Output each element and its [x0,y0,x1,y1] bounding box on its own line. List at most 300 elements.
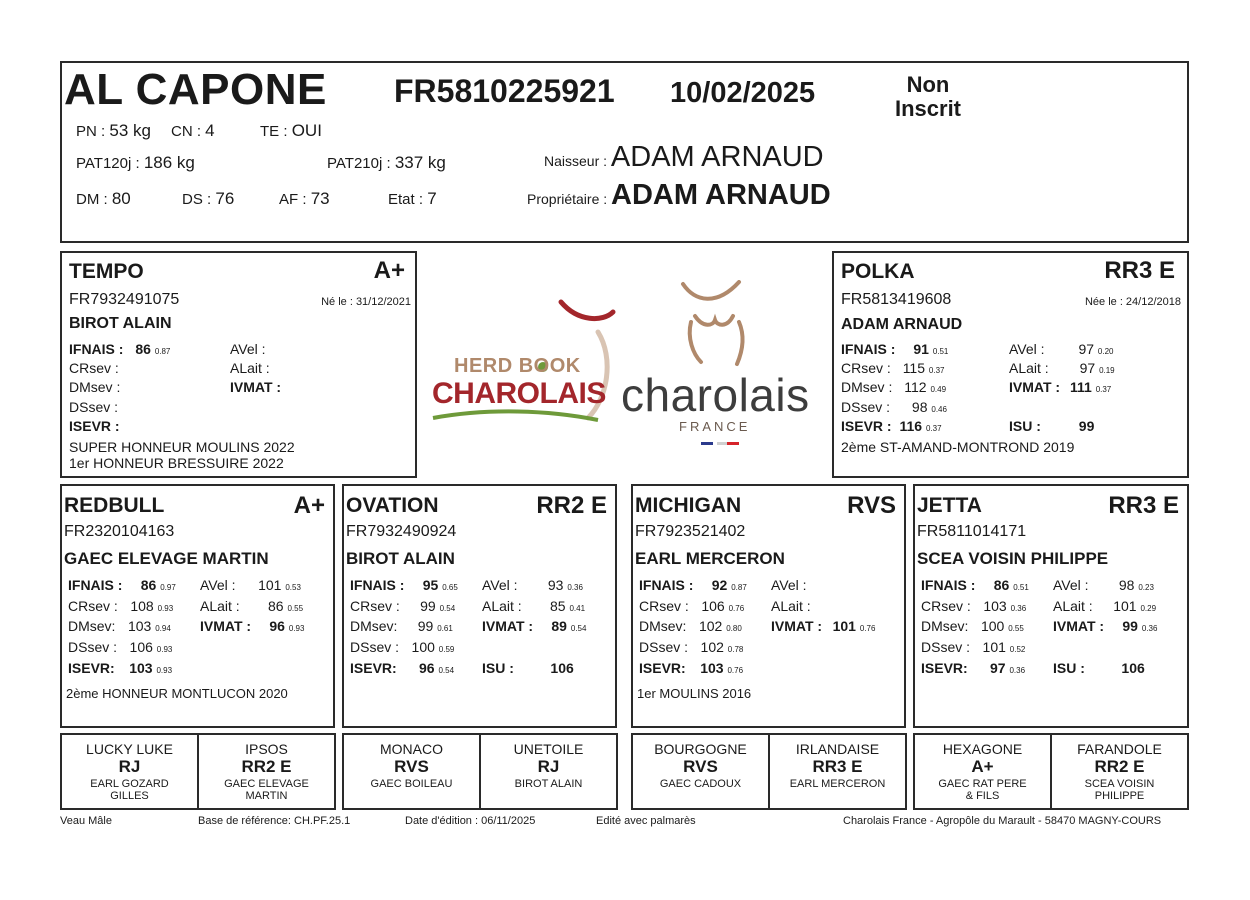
ggp-owner-line2: MARTIN [245,790,288,802]
gp-crsev-label: CRsev : [639,598,689,614]
ggp-owner-line1: BIROT ALAIN [514,778,583,790]
gp-ivmat [482,618,586,634]
dam-dssev-label: DSsev : [841,399,891,415]
dm-field [76,189,131,209]
gp-ivmat-cd: 0.54 [570,624,587,633]
ggp-grade: A+ [971,757,994,776]
gp-dssev-cd: 0.78 [727,645,744,654]
great-grandparent-panel [342,733,481,810]
gp-isu-value: 106 [1121,660,1145,676]
gp-dmsev [350,618,453,634]
registration-status [888,73,968,121]
footer-palmares: Edité avec palmarès [596,815,696,827]
naisseur-value: ADAM ARNAUD [610,141,824,173]
sire-ifnais-label: IFNAIS : [69,341,124,357]
gp-dssev [639,639,743,655]
gp-isevr-value: 97 [990,660,1006,676]
dam-birth-date: Née le : 24/12/2018 [1084,296,1181,308]
gp-crsev [921,598,1026,614]
gp-owner: GAEC ELEVAGE MARTIN [64,549,269,568]
gp-ivmat-label: IVMAT : [200,618,252,634]
gp-crsev-cd: 0.36 [1010,604,1027,613]
gp-ivmat-cd: 0.36 [1141,624,1158,633]
etat-label: Etat : [388,191,424,208]
ggp-grade: RJ [118,757,141,776]
af-label: AF : [279,191,307,208]
gp-isevr [350,660,454,676]
gp-isevr-cd: 0.36 [1009,666,1026,675]
gp-ivmat-value: 89 [551,618,567,634]
gp-name: REDBULL [64,494,165,517]
gp-avel-value: 101 [258,577,282,593]
te-label: TE : [260,123,288,140]
gp-id: FR5811014171 [917,523,1027,540]
sire-id: FR7932491075 [69,291,180,308]
dam-crsev-value: 115 [902,360,926,376]
dam-owner: ADAM ARNAUD [841,316,963,333]
ggp-grade: RR3 E [812,757,863,776]
dam-ivmat-value: 111 [1069,379,1092,395]
dam-isevr-cd: 0.37 [925,424,942,433]
gp-isu [771,660,827,676]
gp-crsev-value: 103 [983,598,1007,614]
gp-dssev-cd: 0.93 [156,645,173,654]
gp-id: FR7932490924 [346,523,457,540]
gp-dssev-label: DSsev : [350,639,400,655]
gp-crsev-cd: 0.76 [728,604,745,613]
gp-crsev [350,598,455,614]
gp-crsev-value: 108 [130,598,154,614]
ggp-owner-line1: GAEC RAT PERE [938,778,1027,790]
ggp-grade: RR2 E [241,757,292,776]
gp-dssev-value: 100 [411,639,435,655]
gp-isevr-value: 103 [129,660,153,676]
gp-owner: SCEA VOISIN PHILIPPE [917,549,1109,568]
dam-isevr-value: 116 [899,418,923,434]
gp-name: JETTA [917,494,982,517]
gp-ifnais-value: 92 [711,577,728,593]
herdbook-line1: HERD BOOK [454,355,581,377]
gp-avel-cd: 0.53 [285,583,301,592]
gp-prize: 1er MOULINS 2016 [637,686,752,701]
pat210-field [327,153,446,173]
ggp-name: LUCKY LUKE [86,741,173,757]
ggp-grade: RVS [394,757,429,776]
ds-field [182,189,234,209]
registration-status-line2: Inscrit [894,96,962,121]
gp-name: MICHIGAN [635,494,742,517]
gp-alait-label: ALait : [1053,598,1093,614]
gp-avel-value: 93 [547,577,564,593]
sire-prize-1: SUPER HONNEUR MOULINS 2022 [69,439,295,455]
pat210-label: PAT210j : [327,155,391,172]
sire-alait-label: ALait : [230,360,270,376]
gp-ifnais-value: 86 [140,577,157,593]
gp-dssev [921,639,1025,655]
dam-prize-1: 2ème ST-AMAND-MONTROND 2019 [841,439,1075,455]
gp-alait [482,598,585,614]
gp-avel-cd: 0.36 [567,583,583,592]
dam-alait-value: 97 [1079,360,1096,376]
great-grandparent-panel [631,733,770,810]
ggp-owner-line1: GAEC ELEVAGE [224,778,309,790]
gp-avel [482,577,583,593]
dam-ifnais-label: IFNAIS : [841,341,896,357]
gp-ivmat-label: IVMAT : [482,618,534,634]
ggp-owner-line2: GILLES [110,790,149,802]
proprietaire-field [527,179,831,212]
ggp-name: IPSOS [245,741,288,757]
gp-ifnais-cd: 0.87 [731,583,747,592]
gp-ivmat-value: 96 [269,618,285,634]
gp-alait-cd: 0.55 [287,604,304,613]
dam-dssev [841,399,947,415]
dam-dmsev [841,379,946,395]
gp-isevr [921,660,1025,676]
dam-ifnais-value: 91 [913,341,929,357]
gp-dmsev-value: 99 [417,618,434,634]
ds-value: 76 [215,189,235,208]
dam-id: FR5813419608 [841,291,952,308]
gp-ifnais-label: IFNAIS : [350,577,405,593]
gp-dmsev-cd: 0.55 [1008,624,1024,633]
naisseur-label: Naisseur : [544,153,608,169]
gp-grade: RR2 E [536,492,607,519]
dam-isu-value: 99 [1078,418,1095,434]
gp-avel [1053,577,1154,593]
dam-ivmat [1009,379,1111,395]
dam-dmsev-value: 112 [904,379,927,395]
gp-ifnais [921,577,1029,593]
gp-dssev-value: 101 [982,639,1006,655]
gp-isu-label: ISU : [1053,660,1085,676]
gp-alait [200,598,303,614]
logos-area [428,280,828,460]
gp-isevr [68,660,172,676]
gp-isu-value: 106 [550,660,574,676]
dam-dmsev-label: DMsev : [841,379,893,395]
gp-ivmat [1053,618,1157,634]
gp-dmsev-cd: 0.94 [155,624,171,633]
gp-dssev [68,639,172,655]
gp-alait-label: ALait : [482,598,522,614]
gp-dssev-label: DSsev : [68,639,118,655]
footer-sex: Veau Mâle [60,815,112,827]
sire-ivmat-label: IVMAT : [230,379,282,395]
grandparent-panel [913,484,1189,728]
registration-status-line1: Non [906,72,950,97]
gp-owner: BIROT ALAIN [346,549,455,568]
ggp-owner-line2: PHILIPPE [1094,790,1145,802]
gp-ifnais-cd: 0.97 [160,583,176,592]
ggp-name: MONACO [380,741,443,757]
flag-red-bar [727,442,739,445]
gp-alait-value: 85 [550,598,566,614]
gp-isevr-label: ISEVR: [639,660,686,676]
ggp-name: FARANDOLE [1077,741,1162,757]
great-grandparent-panel [197,733,336,810]
gp-ivmat [771,618,875,634]
gp-isevr-label: ISEVR: [350,660,397,676]
gp-isevr-cd: 0.54 [438,666,455,675]
ggp-owner-line1: EARL MERCERON [789,778,886,790]
gp-crsev-label: CRsev : [921,598,971,614]
sire-isevr-label: ISEVR : [69,418,120,434]
gp-isu-label: ISU : [482,660,514,676]
dam-avel-cd: 0.20 [1097,347,1114,356]
af-value: 73 [310,189,330,208]
gp-dmsev-value: 103 [127,618,152,634]
te-value: OUI [291,121,322,140]
gp-avel-label: AVel : [1053,577,1089,593]
dam-ivmat-label: IVMAT : [1009,379,1061,395]
gp-avel-label: AVel : [482,577,518,593]
gp-dmsev [921,618,1024,634]
footer-edition-date: Date d'édition : 06/11/2025 [405,815,536,827]
dam-isevr [841,418,942,434]
sire-ifnais-cd: 0.87 [154,347,171,356]
gp-dmsev-label: DMsev: [68,618,116,634]
gp-ifnais-cd: 0.65 [442,583,458,592]
gp-ifnais-value: 95 [422,577,439,593]
dam-isevr-label: ISEVR : [841,418,892,434]
pat120-field [76,153,195,173]
gp-ifnais-value: 86 [993,577,1010,593]
dm-label: DM : [76,191,108,208]
gp-isevr-cd: 0.76 [727,666,744,675]
gp-name: OVATION [346,494,439,517]
sire-dssev-label: DSsev : [69,399,119,415]
dam-avel-value: 97 [1078,341,1095,357]
ggp-name: UNETOILE [513,741,584,757]
gp-dmsev-cd: 0.61 [437,624,453,633]
animal-header-panel [60,61,1189,243]
ggp-owner-line1: GAEC BOILEAU [370,778,453,790]
gp-alait [771,598,855,614]
animal-birth-date: 10/02/2025 [670,77,816,109]
gp-dssev-value: 102 [700,639,724,655]
gp-avel-value: 98 [1118,577,1135,593]
gp-alait-cd: 0.29 [1140,604,1157,613]
gp-dmsev-label: DMsev: [350,618,398,634]
sire-dmsev-label: DMsev : [69,379,121,395]
flag-blue-bar [701,442,713,445]
gp-id: FR2320104163 [64,523,175,540]
herdbook-line2: CHAROLAIS [432,377,606,410]
gp-dssev-label: DSsev : [639,639,689,655]
gp-avel-cd: 0.23 [1138,583,1154,592]
gp-alait [1053,598,1156,614]
gp-isu [1053,660,1145,676]
ds-label: DS : [182,191,212,208]
grandparent-panel [342,484,617,728]
ggp-name: IRLANDAISE [795,741,880,757]
gp-ivmat-label: IVMAT : [771,618,823,634]
herdbook-horn-arc [561,302,613,319]
gp-dssev-cd: 0.59 [438,645,455,654]
gp-alait-value: 86 [268,598,284,614]
gp-dssev-label: DSsev : [921,639,971,655]
ggp-owner-line1: EARL GOZARD [90,778,169,790]
af-field [279,189,330,209]
footer-address: Charolais France - Agropôle du Marault - 58470 MAGNY-COURS [843,815,1162,827]
great-grandparent-panel [913,733,1052,810]
te-field [260,121,322,141]
ggp-owner-line1: GAEC CADOUX [659,778,742,790]
gp-ivmat-cd: 0.76 [859,624,876,633]
cn-value: 4 [205,121,215,140]
dam-alait [1009,360,1115,376]
gp-crsev-value: 99 [420,598,436,614]
great-grandparent-panel [1050,733,1189,810]
gp-avel [200,577,301,593]
gp-alait-cd: 0.41 [569,604,586,613]
charolais-wordmark: charolais [621,369,810,421]
pn-label: PN : [76,123,106,140]
proprietaire-value: ADAM ARNAUD [611,179,831,211]
dam-dmsev-cd: 0.49 [930,385,947,394]
gp-crsev-cd: 0.93 [157,604,174,613]
great-grandparent-panel [479,733,618,810]
gp-ivmat-value: 101 [832,618,856,634]
gp-dssev [350,639,454,655]
great-grandparent-panel [768,733,907,810]
pn-field [76,121,151,141]
sire-ifnais [69,341,170,357]
gp-ivmat-label: IVMAT : [1053,618,1105,634]
dam-ifnais-cd: 0.51 [932,347,949,356]
gp-ifnais-label: IFNAIS : [68,577,123,593]
charolais-country: FRANCE [679,419,751,434]
gp-dmsev-label: DMsev: [639,618,687,634]
dam-isu-label: ISU : [1009,418,1041,434]
gp-dmsev-value: 100 [980,618,1005,634]
dam-alait-cd: 0.19 [1099,366,1115,375]
sire-owner: BIROT ALAIN [69,315,172,332]
dam-isu [1009,418,1094,434]
footer-base: Base de référence: CH.PF.25.1 [198,815,351,827]
cn-field [171,121,215,141]
pn-value: 53 kg [109,121,151,140]
etat-field [388,189,437,209]
etat-value: 7 [427,189,437,208]
gp-ivmat [200,618,304,634]
gp-alait-label: ALait : [200,598,240,614]
gp-dssev-value: 106 [129,639,153,655]
pat120-value: 186 kg [143,153,195,172]
gp-dmsev-value: 102 [698,618,723,634]
gp-isevr-label: ISEVR: [68,660,115,676]
ggp-owner-line2: & FILS [965,790,1000,802]
pat120-label: PAT120j : [76,155,140,172]
gp-crsev [639,598,744,614]
dam-grade: RR3 E [1104,257,1175,284]
dam-avel [1009,341,1113,357]
gp-crsev-label: CRsev : [350,598,400,614]
ggp-grade: RJ [537,757,560,776]
ggp-name: BOURGOGNE [654,741,747,757]
gp-grade: RR3 E [1108,492,1179,519]
sire-panel [60,251,417,478]
gp-isu [200,660,256,676]
gp-ivmat-cd: 0.93 [288,624,305,633]
gp-grade: RVS [847,492,896,519]
dam-name: POLKA [841,260,915,283]
gp-avel-label: AVel : [771,577,807,593]
gp-isevr-label: ISEVR: [921,660,968,676]
gp-crsev-label: CRsev : [68,598,118,614]
dam-dssev-value: 98 [911,399,928,415]
gp-id: FR7923521402 [635,523,746,540]
dam-avel-label: AVel : [1009,341,1045,357]
herdbook-underline [433,411,598,420]
gp-crsev [68,598,173,614]
sire-name: TEMPO [69,260,144,283]
sire-avel-label: AVel : [230,341,266,357]
gp-prize: 2ème HONNEUR MONTLUCON 2020 [66,686,288,701]
gp-ifnais-cd: 0.51 [1013,583,1029,592]
dam-crsev [841,360,944,376]
naisseur-field [544,141,824,174]
gp-isevr-value: 96 [419,660,435,676]
sire-ifnais-value: 86 [135,341,151,357]
dam-ivmat-cd: 0.37 [1095,385,1112,394]
gp-isevr-cd: 0.93 [156,666,173,675]
great-grandparent-panel [60,733,199,810]
sire-prize-2: 1er HONNEUR BRESSUIRE 2022 [69,455,284,471]
dm-value: 80 [111,189,131,208]
sire-grade: A+ [373,257,405,284]
gp-dmsev [639,618,742,634]
gp-ifnais-label: IFNAIS : [921,577,976,593]
dam-panel [832,251,1189,478]
gp-crsev-value: 106 [701,598,725,614]
sire-birth-date: Né le : 31/12/2021 [321,296,411,308]
gp-dmsev-cd: 0.80 [726,624,742,633]
gp-dssev-cd: 0.52 [1009,645,1026,654]
charolais-bull-icon [673,280,763,370]
gp-dmsev-label: DMsev: [921,618,969,634]
pat210-value: 337 kg [394,153,446,172]
gp-avel [771,577,852,593]
gp-ivmat-value: 99 [1122,618,1138,634]
gp-ifnais [68,577,176,593]
ggp-owner-line1: SCEA VOISIN [1084,778,1155,790]
dam-ifnais [841,341,948,357]
dam-alait-label: ALait : [1009,360,1049,376]
ggp-name: HEXAGONE [942,741,1023,757]
gp-isevr-value: 103 [700,660,724,676]
gp-grade: A+ [293,492,325,519]
gp-ifnais [639,577,747,593]
gp-alait-label: ALait : [771,598,811,614]
dam-crsev-cd: 0.37 [928,366,945,375]
cn-label: CN : [171,123,201,140]
grandparent-panel [631,484,906,728]
gp-alait-value: 101 [1113,598,1137,614]
ggp-grade: RVS [683,757,718,776]
animal-name: AL CAPONE [64,65,327,114]
gp-avel-label: AVel : [200,577,236,593]
grandparent-panel [60,484,335,728]
proprietaire-label: Propriétaire : [527,191,608,207]
ggp-grade: RR2 E [1094,757,1145,776]
sire-crsev-label: CRsev : [69,360,119,376]
animal-id: FR5810225921 [394,73,615,109]
gp-dmsev [68,618,171,634]
gp-crsev-cd: 0.54 [439,604,456,613]
dam-dssev-cd: 0.46 [931,405,947,414]
